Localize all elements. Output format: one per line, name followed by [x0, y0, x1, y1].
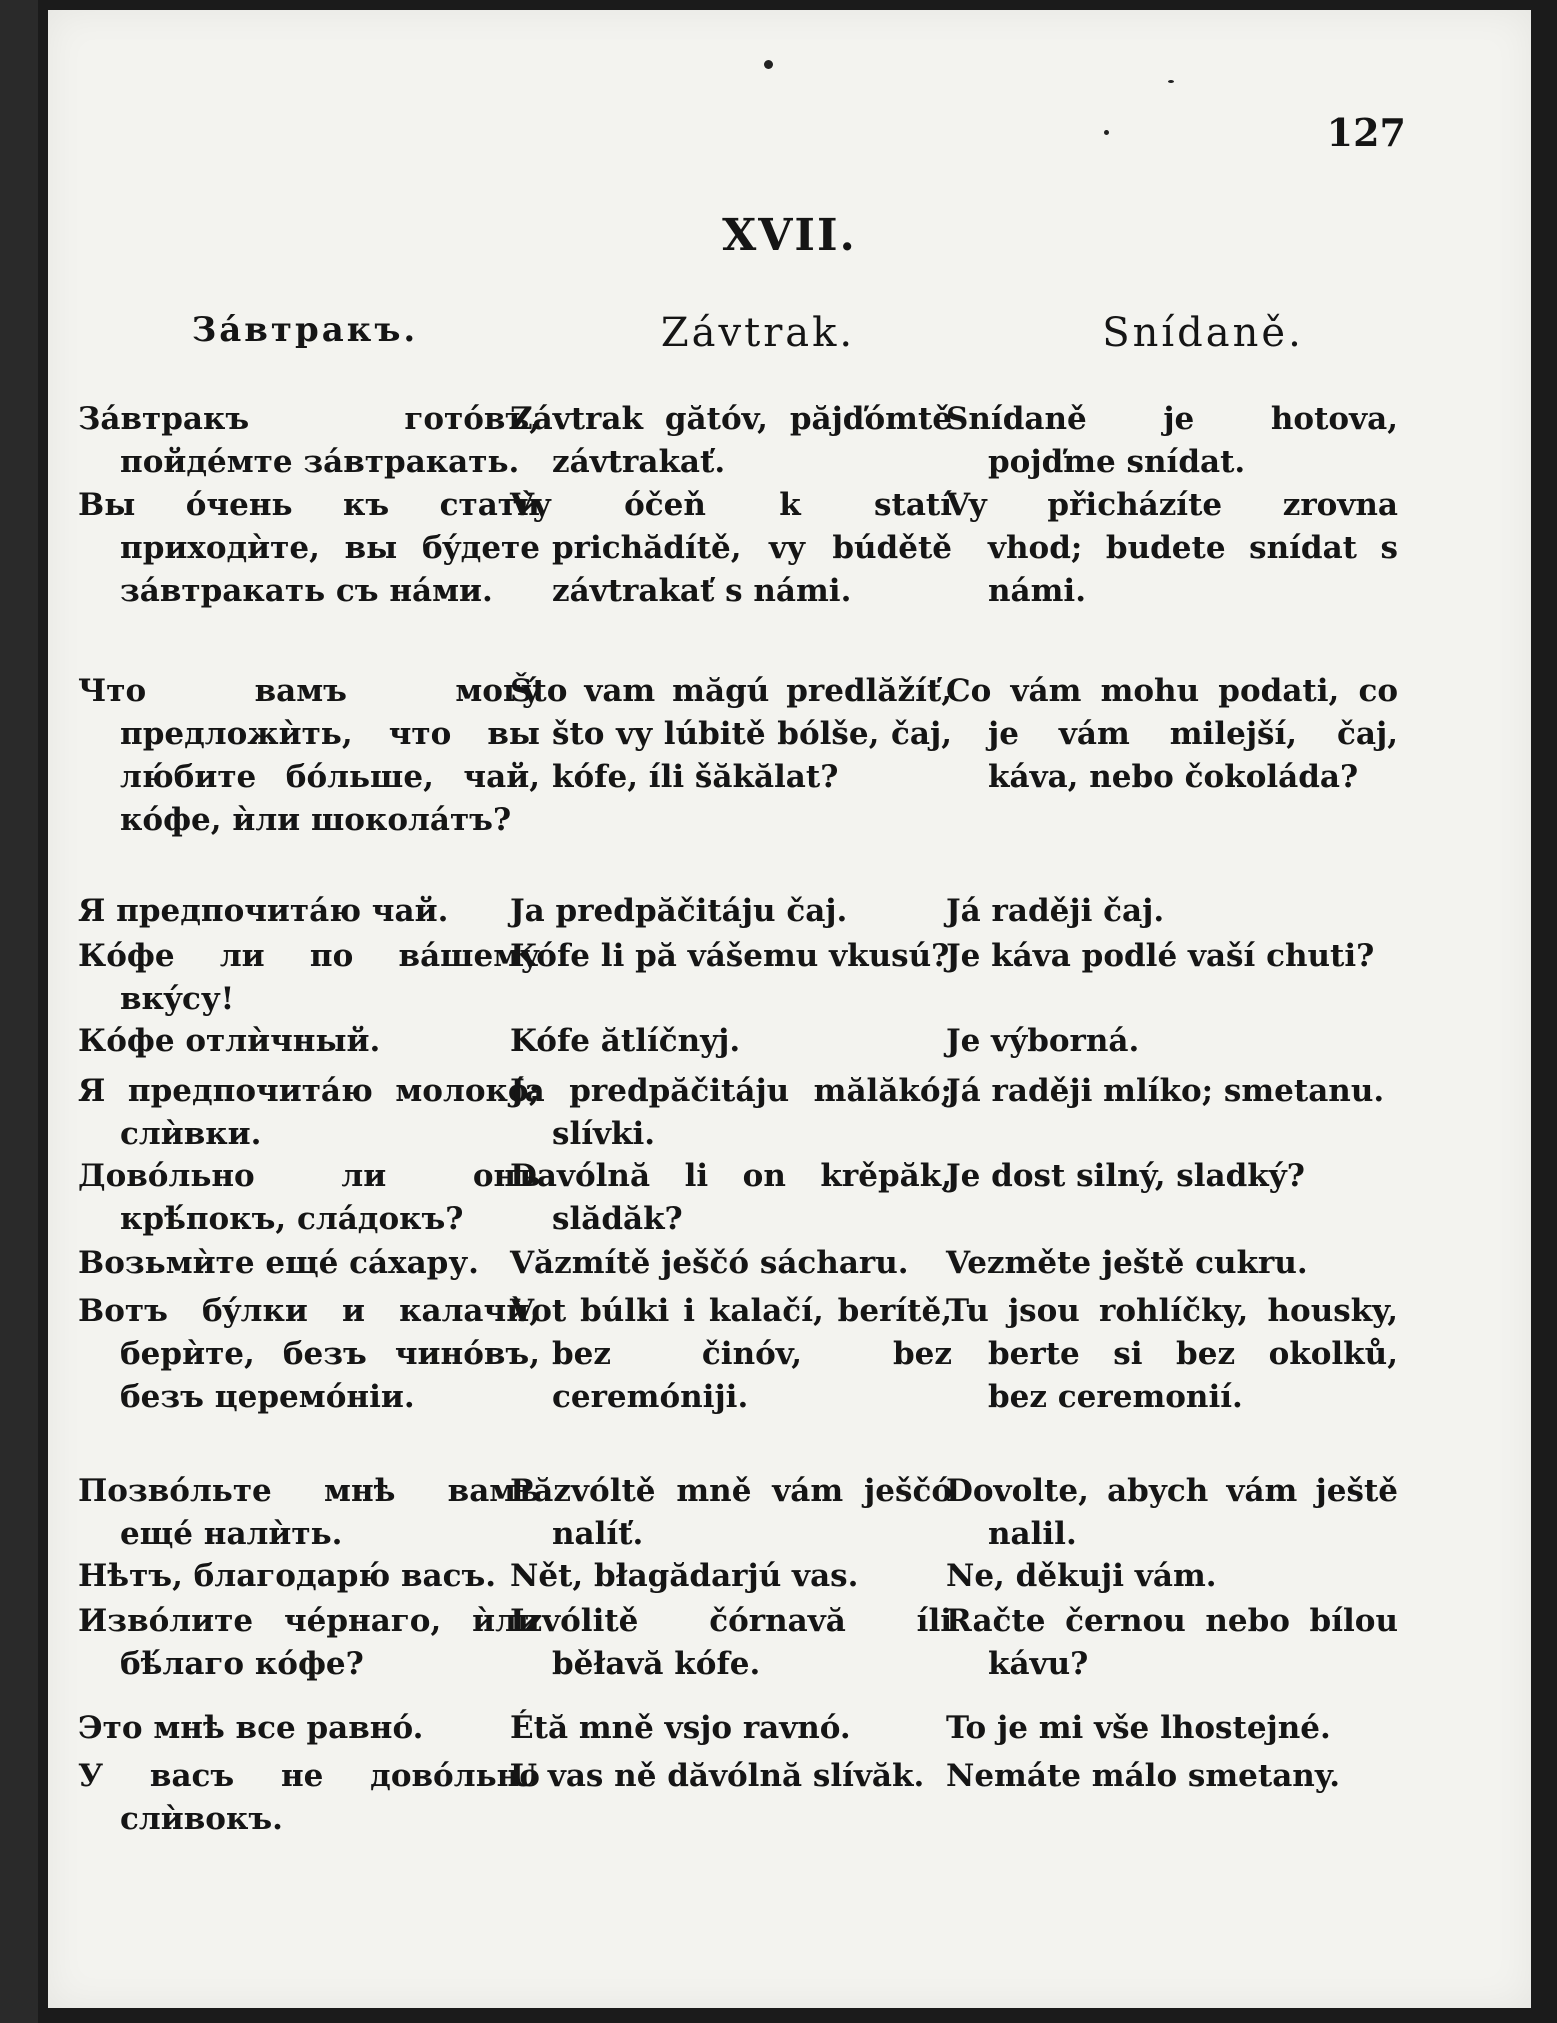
russian-phrase: Я предпочитáю чай. — [78, 893, 449, 929]
column-title-czech: Snídaně. — [1102, 310, 1304, 356]
russian-phrase: Довóльно ли онъ крѣ́покъ, слáдокъ? — [78, 1158, 540, 1237]
transliterated-phrase: U vas ně dăvólnă slívăk. — [510, 1758, 925, 1794]
russian-phrase: Нѣтъ, благодарю́ васъ. — [78, 1558, 497, 1594]
transliterated-phrase: Kófe ătlíčnyj. — [510, 1023, 741, 1059]
transliterated-phrase: Vot búlki i kalačí, berítě, bez činóv, bez ceremóniji. — [510, 1293, 952, 1415]
czech-phrase: Tu jsou rohlíčky, housky, berte si bez okolků, bez ceremonií. — [946, 1293, 1398, 1415]
column-title-transliteration: Závtrak. — [660, 310, 856, 356]
czech-phrase: Račte černou nebo bílou kávu? — [946, 1603, 1398, 1682]
print-speck — [764, 60, 773, 69]
russian-phrase: У васъ не довóльно слѝвокъ. — [78, 1758, 540, 1837]
transliterated-phrase: Păzvóltě mně vám ješčó nalíť. — [510, 1473, 952, 1552]
czech-phrase: Dovolte, abych vám ještě nalil. — [946, 1473, 1398, 1552]
transliterated-phrase: Ja predpăčitáju čaj. — [510, 893, 848, 929]
column-title-russian: Зáвтракъ. — [191, 310, 419, 350]
czech-phrase: Vezměte ještě cukru. — [946, 1245, 1308, 1281]
czech-phrase: Já raději čaj. — [946, 893, 1165, 929]
czech-phrase: Snídaně je hotova, pojďme snídat. — [946, 401, 1398, 480]
transliterated-phrase: Vy óčeň k statí prichădítě, vy búdětě závtrakať s námi. — [510, 487, 952, 609]
czech-phrase: Nemáte málo smetany. — [946, 1758, 1341, 1794]
transliterated-phrase: Davólnă li on krěpăk, slădăk? — [510, 1158, 952, 1237]
russian-phrase: Возьмѝте ещé сáхару. — [78, 1245, 479, 1281]
russian-phrase: Кóфе отлѝчный. — [78, 1023, 381, 1059]
czech-phrase: Ne, děkuji vám. — [946, 1558, 1217, 1594]
transliterated-phrase: Nět, błagădarjú vas. — [510, 1558, 859, 1594]
russian-phrase: Зáвтракъ готóвъ, пойдéмте зáвтракать. — [78, 401, 540, 480]
russian-phrase: Кóфе ли по вáшему вкýсу! — [78, 938, 540, 1017]
chapter-heading: XVII. — [722, 210, 857, 261]
transliterated-phrase: Kófe li pă vášemu vkusú? — [510, 938, 950, 974]
russian-phrase: Позвóльте мнѣ вамъ ещé налѝть. — [78, 1473, 540, 1552]
russian-phrase: Я предпочитáю молокó; слѝвки. — [78, 1073, 540, 1152]
transliterated-phrase: Ja predpăčitáju mălăkó; slívki. — [510, 1073, 952, 1152]
czech-phrase: Vy přicházíte zrovna vhod; budete snídat s námi. — [946, 487, 1398, 609]
russian-phrase: Изво́лите чéрнаго, ѝли бѣ́лаго кóфе? — [78, 1603, 540, 1682]
book-page — [48, 10, 1531, 2008]
czech-phrase: Je výborná. — [946, 1023, 1140, 1059]
transliterated-phrase: Văzmítě ješčó sácharu. — [510, 1245, 909, 1281]
transliterated-phrase: Étă mně vsjo ravnó. — [510, 1710, 851, 1746]
czech-phrase: Je dost silný, sladký? — [946, 1158, 1305, 1194]
transliterated-phrase: Što vam măgú predlăžíť, što vy lúbitě bólše, čaj, kófe, íli šăkălat? — [510, 673, 952, 795]
transliterated-phrase: Izvólitě čórnavă íli běłavă kófe. — [510, 1603, 952, 1682]
transliterated-phrase: Závtrak gătóv, păjďómtě závtrakať. — [510, 401, 952, 480]
russian-phrase: Вотъ бýлки и калачѝ, берѝте, безъ чинóвъ, безъ церемóніи. — [78, 1293, 540, 1415]
russian-phrase: Это мнѣ все равнó. — [78, 1710, 424, 1746]
russian-phrase: Что вамъ могý предложѝть, что вы лю́бите бóльше, чай, кóфе, ѝли шоколáтъ? — [78, 673, 540, 838]
czech-phrase: To je mi vše lhostejné. — [946, 1710, 1331, 1746]
czech-phrase: Já raději mlíko; smetanu. — [946, 1073, 1385, 1109]
czech-phrase: Co vám mohu podati, co je vám milejší, čaj, káva, nebo čokoláda? — [946, 673, 1398, 795]
facing-page-edge — [0, 0, 38, 2023]
czech-phrase: Je káva podlé vaší chuti? — [946, 938, 1375, 974]
page-number: 127 — [1326, 110, 1406, 155]
print-speck — [1168, 80, 1174, 83]
scan-right-edge — [1531, 0, 1541, 2023]
russian-phrase: Вы óчень къ статѝ приходѝте, вы бýдете зáвтракать съ нáми. — [78, 487, 540, 609]
print-speck — [1104, 130, 1109, 135]
